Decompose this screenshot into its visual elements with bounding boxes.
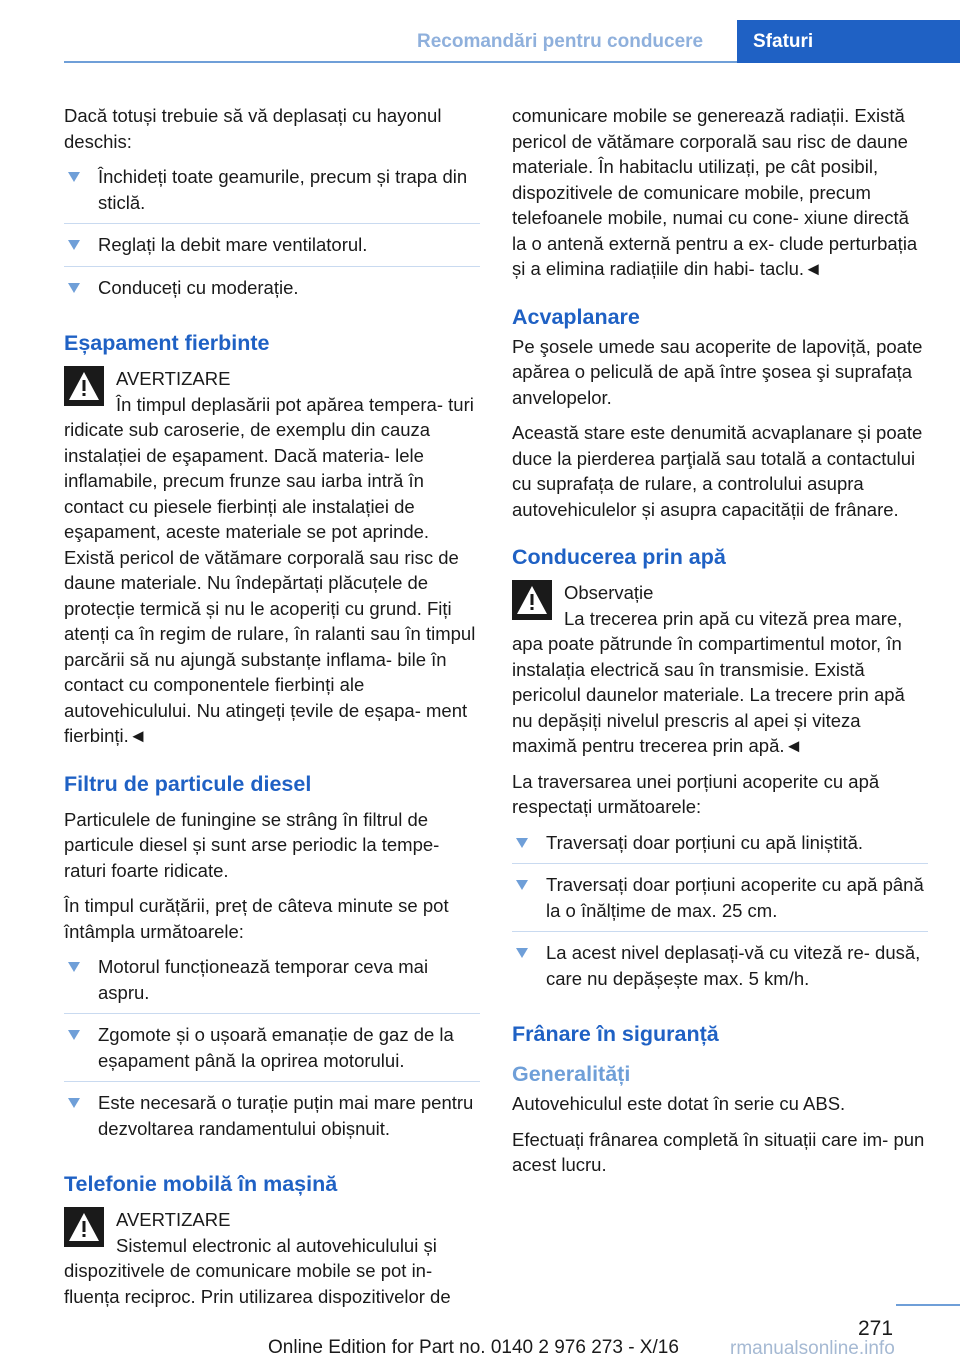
- warning-body: La trecerea prin apă cu viteză prea mare, apa poate pătrunde în compartimentul motor, în instalația electrică sau în transmisie. Există pericolul daunelor materiale. La trecere prin apă nu depășiți nivelul prescris al apei și viteza maximă pentru trecerea prin apă.◄: [512, 607, 905, 756]
- watermark: rmanualsonline.info: [730, 1338, 895, 1359]
- intro-text: Dacă totuși trebuie să vă deplasați cu hayonul deschis:: [64, 105, 442, 152]
- triangle-bullet-icon: [68, 240, 80, 250]
- aqua-text-2: Această stare este denumită acvaplanare și poate duce la pierderea parţială sau totală a contactului cu suprafața de rulare, a controlului asupra autovehiculelor și asupra capacității de frânare.: [512, 422, 923, 520]
- list-tailgate: [64, 164, 480, 308]
- warning-triangle-icon: [64, 1207, 104, 1247]
- heading-braking: Frânare în siguranță: [512, 1022, 719, 1046]
- triangle-bullet-icon: [516, 880, 528, 890]
- warning-triangle-icon: [512, 580, 552, 620]
- brake-text-2: Efectuați frânarea completă în situații care im- pun acest lucru.: [512, 1128, 925, 1175]
- warning-body: Sistemul electronic al autovehiculului și dispozitivele de comunicare mobile se pot in- fluența reciproc. Prin utilizarea dispozitivelor de: [64, 1234, 451, 1307]
- brake-text-1: Autovehiculul este dotat în serie cu ABS.: [512, 1093, 846, 1114]
- list-item: Este necesară o turație puțin mai mare pentru dezvoltarea randamentului obișnuit.: [64, 1090, 480, 1149]
- list-item: Motorul funcționează temporar ceva mai aspru.: [64, 954, 480, 1014]
- left-column: [64, 103, 480, 1309]
- list-item: Închideți toate geamurile, precum și trapa din sticlă.: [64, 164, 480, 224]
- heading-phone: Telefonie mobilă în mașină: [64, 1172, 338, 1196]
- list-item: Zgomote și o ușoară emanație de gaz de la eșapament până la oprirea motorului.: [64, 1022, 480, 1082]
- triangle-bullet-icon: [68, 172, 80, 182]
- heading-exhaust: Eșapament fierbinte: [64, 331, 270, 355]
- footer-rule: [896, 1304, 960, 1306]
- warning-title: Observație: [564, 582, 654, 603]
- header-section: Recomandări pentru conducere: [417, 31, 704, 52]
- triangle-bullet-icon: [516, 948, 528, 958]
- list-item: La acest nivel deplasați-vă cu viteză re- dusă, care nu depășește max. 5 km/h.: [512, 940, 928, 999]
- page-number: 271: [858, 1317, 894, 1340]
- edition-note: Online Edition for Part no. 0140 2 976 273 - X/16: [268, 1337, 679, 1358]
- heading-aquaplaning: Acvaplanare: [512, 304, 640, 329]
- warning-exhaust: [64, 366, 480, 749]
- aqua-text-1: Pe şosele umede sau acoperite de lapoviță, poate apărea o peliculă de apă între şosea şi suprafața anvelopelor.: [512, 335, 923, 408]
- triangle-bullet-icon: [68, 283, 80, 293]
- warning-phone: [64, 1207, 480, 1309]
- list-item: Reglați la debit mare ventilatorul.: [64, 232, 480, 267]
- heading-water: Conducerea prin apă: [512, 545, 726, 569]
- triangle-bullet-icon: [68, 1098, 80, 1108]
- warning-water: [512, 580, 928, 759]
- subheading-general: Generalități: [512, 1062, 631, 1086]
- phone-continued: comunicare mobile se generează radiații. Există pericol de vătămare corporală sau risc de daune materiale. În habitaclu utilizați, pe cât posibil, dispozitivele de comunicare mobile, precum telefoanele mobile, numai cu cone- xiune directă la o antenă externă pentru a ex- clude perturbația și a elimina radiațiile din habi- taclu.◄: [512, 105, 918, 279]
- right-column: [512, 103, 928, 1188]
- list-item: Traversați doar porțiuni acoperite cu apă până la o înălțime de max. 25 cm.: [512, 872, 928, 932]
- list-water: [512, 830, 928, 1000]
- triangle-bullet-icon: [516, 838, 528, 848]
- warning-body: În timpul deplasării pot apărea tempera- turi ridicate sub caroserie, de exemplu din cauza instalației de eşapament. Dacă materia- lele inflamabile, precum frunze sau iarba intră în contact cu piesele fierbinți ale instalației de eşapament, aceste materiale se pot aprinde. Există pericol de vătămare corporală sau risc de daune materiale. Nu îndepărtați plăcuțele de protecție termică și nu le acoperiți cu grund. Fiți atenți ca în regim de rulare, în ralanti sau în timpul parcării să nu ajungă substanțe inflama- bile în contact cu componentele fierbinți ale autovehiculului. Nu atingeți țevile de eșapa- ment fierbinți.◄: [64, 393, 476, 746]
- warning-triangle-icon: [64, 366, 104, 406]
- warning-title: AVERTIZARE: [116, 1209, 231, 1230]
- list-dpf: [64, 954, 480, 1149]
- list-item: Traversați doar porțiuni cu apă liniștită.: [512, 830, 928, 865]
- triangle-bullet-icon: [68, 1030, 80, 1040]
- header-tab: Sfaturi: [737, 20, 960, 63]
- water-text: La traversarea unei porțiuni acoperite cu apă respectați următoarele:: [512, 770, 880, 817]
- triangle-bullet-icon: [68, 962, 80, 972]
- dpf-text-2: În timpul curățării, preț de câteva minute se pot întâmpla următoarele:: [64, 895, 449, 942]
- heading-dpf: Filtru de particule diesel: [64, 771, 312, 796]
- warning-title: AVERTIZARE: [116, 368, 231, 389]
- dpf-text-1: Particulele de funingine se strâng în filtrul de particule diesel și sunt arse periodic la tempe- raturi foarte ridicate.: [64, 808, 440, 881]
- list-item: Conduceți cu moderație.: [64, 275, 480, 309]
